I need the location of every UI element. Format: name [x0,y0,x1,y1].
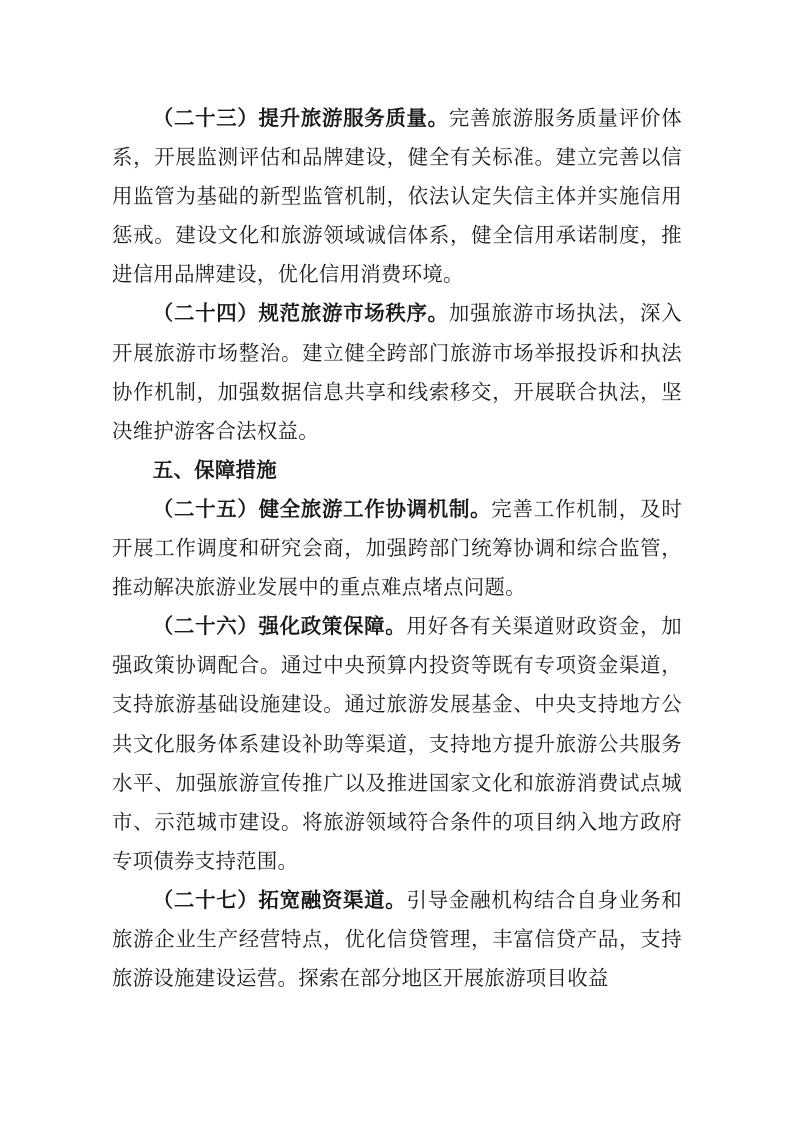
paragraph-26-lead: （二十六）强化政策保障。 [152,614,407,639]
paragraph-26-text: 用好各有关渠道财政资金，加强政策协调配合。通过中央预算内投资等既有专项资金渠道，支持旅游基础设施建设。通过旅游发展基金、中央支持地方公共文化服务体系建设补助等渠道，支持地方提升旅游公共服务水平、加强旅游宣传推广以及推进国家文化和旅游消费试点城市、示范城市建设。将旅游领域符合条件的项目纳入地方政府专项债券支持范围。 [112,614,682,873]
paragraph-23 [112,99,682,294]
paragraph-24-text: 加强旅游市场执法，深入开展旅游市场整治。建立健全跨部门旅游市场举报投诉和执法协作机制，加强数据信息共享和线索移交，开展联合执法，坚决维护游客合法权益。 [112,301,682,443]
paragraph-24-lead: （二十四）规范旅游市场秩序。 [152,301,449,326]
document-body [112,99,682,998]
section-heading: 五、保障措施 [152,457,277,482]
paragraph-27 [112,881,682,998]
paragraph-25-lead: （二十五）健全旅游工作协调机制。 [152,496,492,521]
paragraph-23-lead: （二十三）提升旅游服务质量。 [152,106,449,130]
paragraph-25 [112,490,682,607]
paragraph-27-lead: （二十七）拓宽融资渠道。 [152,887,407,912]
paragraph-27-text: 引导金融机构结合自身业务和旅游企业生产经营特点，优化信贷管理，丰富信贷产品，支持旅游设施建设运营。探索在部分地区开展旅游项目收益 [112,887,682,991]
paragraph-23-text: 完善旅游服务质量评价体系，开展监测评估和品牌建设，健全有关标准。建立完善以信用监管为基础的新型监管机制，依法认定失信主体并实施信用惩戒。建设文化和旅游领域诚信体系，健全信用承诺制度，推进信用品牌建设，优化信用消费环境。 [112,106,682,287]
paragraph-24 [112,294,682,450]
paragraph-26 [112,607,682,881]
paragraph-25-text: 完善工作机制，及时开展工作调度和研究会商，加强跨部门统筹协调和综合监管，推动解决旅游业发展中的重点难点堵点问题。 [112,496,683,600]
